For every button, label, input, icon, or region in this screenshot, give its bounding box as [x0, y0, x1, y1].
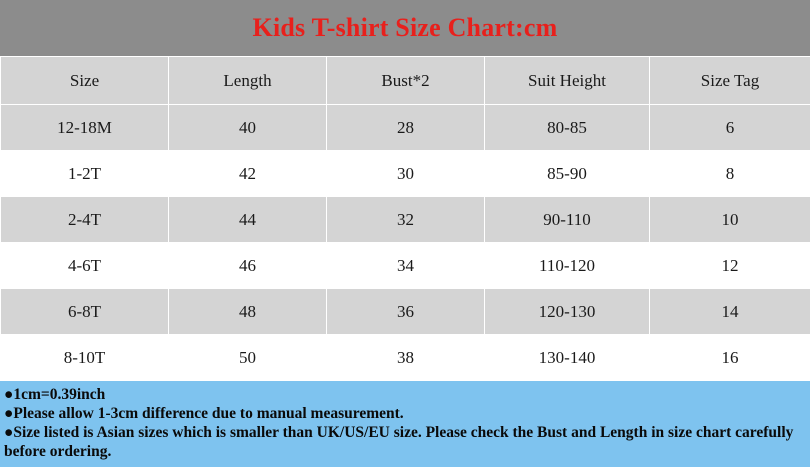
table-row	[1, 243, 810, 289]
note-line-conversion: ●1cm=0.39inch	[4, 385, 806, 404]
cell-size: 6-8T	[1, 289, 169, 335]
cell-suit-height: 80-85	[485, 105, 650, 151]
cell-size: 12-18M	[1, 105, 169, 151]
size-table	[0, 56, 810, 381]
cell-size: 1-2T	[1, 151, 169, 197]
cell-length: 48	[169, 289, 327, 335]
cell-suit-height: 110-120	[485, 243, 650, 289]
cell-suit-height: 85-90	[485, 151, 650, 197]
page-title: Kids T-shirt Size Chart:cm	[253, 13, 558, 43]
column-header-length: Length	[169, 57, 327, 105]
cell-size-tag: 14	[650, 289, 810, 335]
cell-bust: 30	[327, 151, 485, 197]
cell-length: 42	[169, 151, 327, 197]
cell-bust: 32	[327, 197, 485, 243]
cell-length: 46	[169, 243, 327, 289]
cell-size: 8-10T	[1, 335, 169, 381]
cell-bust: 38	[327, 335, 485, 381]
table-row	[1, 151, 810, 197]
cell-suit-height: 130-140	[485, 335, 650, 381]
cell-bust: 36	[327, 289, 485, 335]
cell-suit-height: 120-130	[485, 289, 650, 335]
table-row	[1, 197, 810, 243]
cell-size: 4-6T	[1, 243, 169, 289]
note-line-asian-sizes: ●Size listed is Asian sizes which is smaller than UK/US/EU size. Please check the Bust and Length in size chart carefully before ordering.	[4, 423, 806, 461]
column-header-size-tag: Size Tag	[650, 57, 810, 105]
note-line-tolerance: ●Please allow 1-3cm difference due to manual measurement.	[4, 404, 806, 423]
cell-size-tag: 16	[650, 335, 810, 381]
column-header-bust: Bust*2	[327, 57, 485, 105]
cell-size-tag: 8	[650, 151, 810, 197]
cell-suit-height: 90-110	[485, 197, 650, 243]
notes-panel	[0, 381, 810, 467]
cell-size-tag: 12	[650, 243, 810, 289]
cell-size: 2-4T	[1, 197, 169, 243]
table-body	[1, 105, 810, 381]
cell-size-tag: 6	[650, 105, 810, 151]
cell-size-tag: 10	[650, 197, 810, 243]
chart-title-bar	[0, 0, 810, 56]
cell-bust: 28	[327, 105, 485, 151]
table-header-row	[1, 57, 810, 105]
column-header-size: Size	[1, 57, 169, 105]
table-row	[1, 105, 810, 151]
table-row	[1, 335, 810, 381]
table-header	[1, 57, 810, 105]
cell-length: 44	[169, 197, 327, 243]
cell-length: 50	[169, 335, 327, 381]
column-header-suit-height: Suit Height	[485, 57, 650, 105]
cell-bust: 34	[327, 243, 485, 289]
cell-length: 40	[169, 105, 327, 151]
table-row	[1, 289, 810, 335]
